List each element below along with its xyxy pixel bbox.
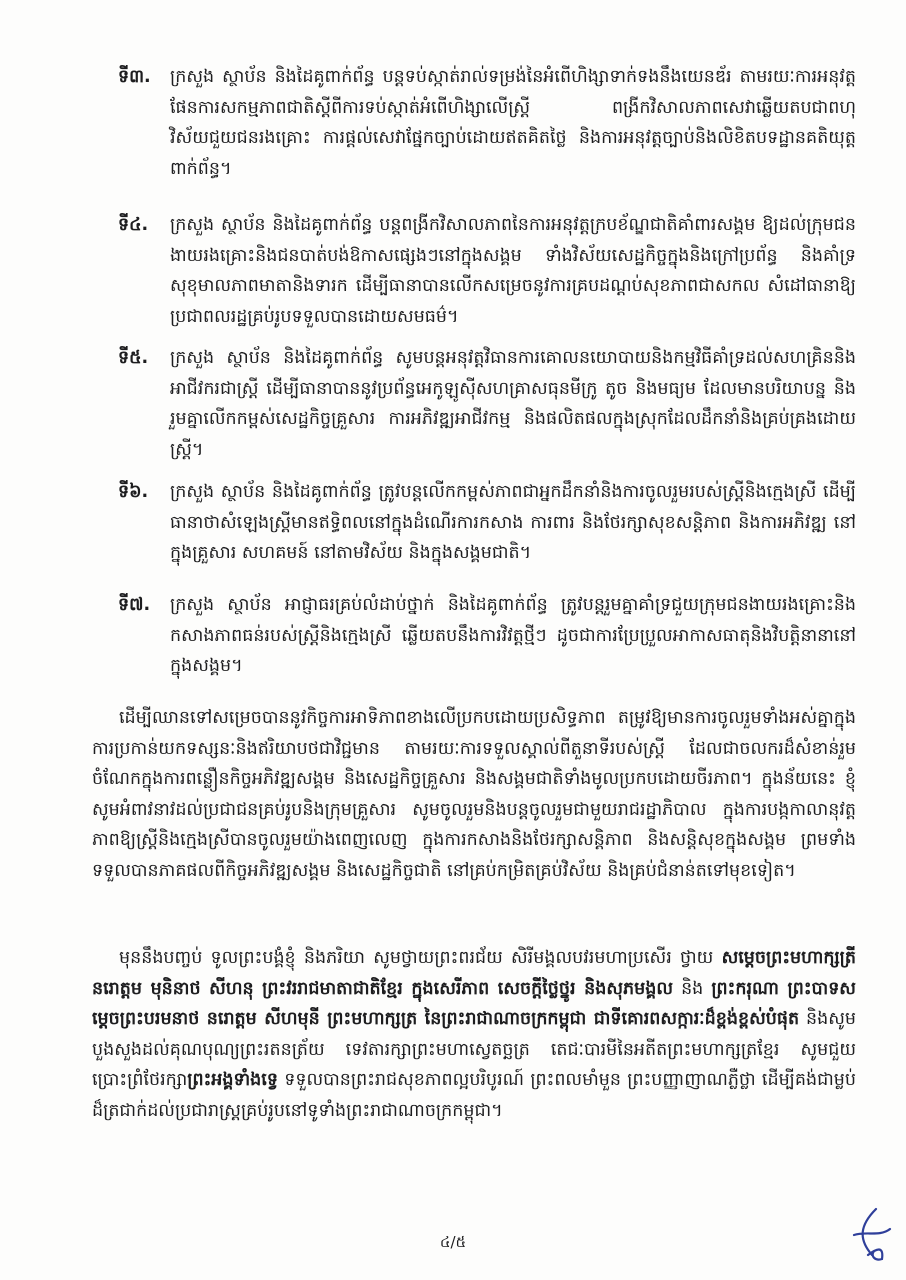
closing-middle: និងសូមបួងសួងដល់គុណបុណ្យព្រះរតនត្រ័យ ទេវតារក្សាព្រះមហាស្វេតច្ឆត្រ តេជៈបារមីនៃអតីតព្រះមហាក្សត្រខ្មែរ សូមជួយប្រោះព្រំថែរក្សា [92, 1009, 856, 1090]
list-item [118, 210, 856, 332]
queen-mother-title: សម្តេចព្រះមហាក្សត្រី នរោត្តម មុនិនាថ សីហនុ ព្រះវររាជមាតាជាតិខ្មែរ ក្នុងសេរីភាព សេចក្តីថ្លៃថ្នូរ និងសុភមង្គល [92, 948, 856, 999]
list-item [118, 343, 856, 465]
item-text: ក្រសួង ស្ថាប័ន និងដៃគូពាក់ព័ន្ធ បន្តពង្រីកវិសាលភាពនៃការអនុវត្តក្របខ័ណ្ឌជាតិគាំពារសង្គម ឱ្យដល់ក្រុមជនងាយរងគ្រោះនិងជនបាត់បង់ឱកាសផ្សេងៗនៅក្នុងសង្គម ទាំងវិស័យសេដ្ឋកិច្ចក្នុងនិងក្រៅប្រព័ន្ធ និងគាំទ្រសុខុមាលភាពមាតានិងទារក ដើម្បីធានាបានលើកសម្រេចនូវការគ្របដណ្តប់សុខភាពជាសកល សំដៅធានាឱ្យប្រជាពលរដ្ឋគ្រប់រូបទទួលបានដោយសមធម៌។ [170, 215, 856, 327]
king-title: ព្រះករុណា ព្រះបាទសម្តេចព្រះបរមនាថ នរោត្តម សីហមុនី ព្រះមហាក្សត្រ នៃព្រះរាជាណាចក្រកម្ពុជា ជាទីគោរពសក្ការៈដ៏ខ្ពង់ខ្ពស់បំផុត [92, 978, 856, 1029]
item-text: ក្រសួង ស្ថាប័ន អាជ្ញាធរគ្រប់លំដាប់ថ្នាក់ និងដៃគូពាក់ព័ន្ធ ត្រូវបន្តរួមគ្នាគាំទ្រជួយក្រុមជនងាយរងគ្រោះនិងកសាងភាពធន់របស់ស្ត្រីនិងក្មេងស្រី ឆ្លើយតបនឹងការវិវត្តថ្មីៗ ដូចជាការប្រែប្រួលអាកាសធាតុនិងវិបត្តិនានានៅក្នុងសង្គម។ [170, 595, 856, 676]
list-item [118, 477, 856, 569]
item-text: ក្រសួង ស្ថាប័ន និងដៃគូពាក់ព័ន្ធ សូមបន្តអនុវត្តវិធានការគោលនយោបាយនិងកម្មវិធីគាំទ្រដល់សហគ្រិននិងអាជីវករជាស្ត្រី ដើម្បីធានាបាននូវប្រព័ន្ធអេកូឡូស៊ីសហគ្រាសធុនមីក្រូ តូច និងមធ្យម ដែលមានបរិយាបន្ន និងរួមគ្នាលើកកម្ពស់សេដ្ឋកិច្ចគ្រួសារ ការអភិវឌ្ឍអាជីវកម្ម និងផលិតផលក្នុងស្រុកដែលដឹកនាំនិងគ្រប់គ្រងដោយស្ត្រី។ [170, 348, 856, 460]
body-paragraph: ដើម្បីឈានទៅសម្រេចបាននូវកិច្ចការអាទិភាពខាងលើប្រកបដោយប្រសិទ្ធភាព តម្រូវឱ្យមានការចូលរួមទាំងអស់គ្នាក្នុងការប្រកាន់យកទស្សនៈនិងឥរិយាបថជាវិជ្ជមាន តាមរយៈការទទួលស្គាល់ពីតួនាទីរបស់ស្ត្រី ដែលជាចលករដ៏សំខាន់រួមចំណែកក្នុងការពន្លឿនកិច្ចអភិវឌ្ឍសង្គម និងសេដ្ឋកិច្ចគ្រួសារ និងសង្គមជាតិទាំងមូលប្រកបដោយចីរភាព។ ក្នុងន័យនេះ ខ្ញុំសូមអំពាវនាវដល់ប្រជាជនគ្រប់រូបនិងក្រុមគ្រួសារ សូមចូលរួមនិងបន្តចូលរួមជាមួយរាជរដ្ឋាភិបាល ក្នុងការបង្កកាលានុវត្តភាពឱ្យស្ត្រីនិងក្មេងស្រីបានចូលរួមយ៉ាងពេញលេញ ក្នុងការកសាងនិងថែរក្សាសន្តិភាព និងសន្តិសុខក្នុងសង្គម ព្រមទាំងទទួលបានភាគផលពីកិច្ចអភិវឌ្ឍសង្គម និងសេដ្ឋកិច្ចជាតិ នៅគ្រប់កម្រិតគ្រប់វិស័យ និងគ្រប់ជំនាន់តទៅមុខទៀត។ [92, 708, 856, 881]
item-text: ក្រសួង ស្ថាប័ន និងដៃគូពាក់ព័ន្ធ ត្រូវបន្តលើកកម្ពស់ភាពជាអ្នកដឹកនាំនិងការចូលរួមរបស់ស្ត្រីនិងក្មេងស្រី ដើម្បីធានាថាសំឡេងស្ត្រីមានឥទ្ធិពលនៅក្នុងដំណើរការកសាង ការពារ និងថែរក្សាសុខសន្តិភាព និងការអភិវឌ្ឍ នៅក្នុងគ្រួសារ សហគមន៍ នៅតាមវិស័យ និងក្នុងសង្គមជាតិ។ [170, 482, 856, 563]
list-item [118, 590, 856, 682]
item-number: ទី៣. [118, 67, 151, 87]
item-number: ទី៦. [118, 482, 149, 502]
both-majesties: ព្រះអង្គទាំងទ្វេ [187, 1070, 278, 1090]
closing-lead: មុននឹងបញ្ចប់ ទូលព្រះបង្គំខ្ញុំ និងភរិយា សូមថ្វាយព្រះពរជ័យ សិរីមង្គលបវរមហាប្រសើរ ថ្វាយ [119, 948, 714, 968]
item-number: ទី៤. [118, 215, 149, 235]
closing-paragraph [92, 943, 856, 1126]
signature-initial [846, 1205, 894, 1263]
item-number: ទី៧. [118, 595, 151, 615]
item-number: ទី៥. [118, 348, 149, 368]
page-number: ៤/៥ [439, 1233, 467, 1251]
closing-tail: ទទួលបានព្រះរាជសុខភាពល្អបរិបូរណ៍ ព្រះពលមាំមួន ព្រះបញ្ញាញាណភ្លឺថ្លា ដើម្បីគង់ជាម្លប់ដ៏ត្រជាក់ដល់ប្រជារាស្ត្រគ្រប់រូបនៅទូទាំងព្រះរាជាណាចក្រកម្ពុជា។ [92, 1070, 856, 1121]
item-text: ក្រសួង ស្ថាប័ន និងដៃគូពាក់ព័ន្ធ បន្តទប់ស្កាត់រាល់ទម្រង់នៃអំពើហិង្សាទាក់ទងនឹងយេនឌ័រ តាមរយៈការអនុវត្តផែនការសកម្មភាពជាតិស្តីពីការទប់ស្កាត់អំពើហិង្សាលើស្ត្រី ពង្រីកវិសាលភាពសេវាឆ្លើយតបជាពហុវិស័យជួយជនរងគ្រោះ ការផ្តល់សេវាផ្នែកច្បាប់ដោយឥតគិតថ្លៃ និងការអនុវត្តច្បាប់និងលិខិតបទដ្ឋានគតិយុត្តពាក់ព័ន្ធ។ [170, 67, 856, 179]
list-item [118, 62, 856, 184]
closing-conjunction: និង [681, 978, 704, 999]
